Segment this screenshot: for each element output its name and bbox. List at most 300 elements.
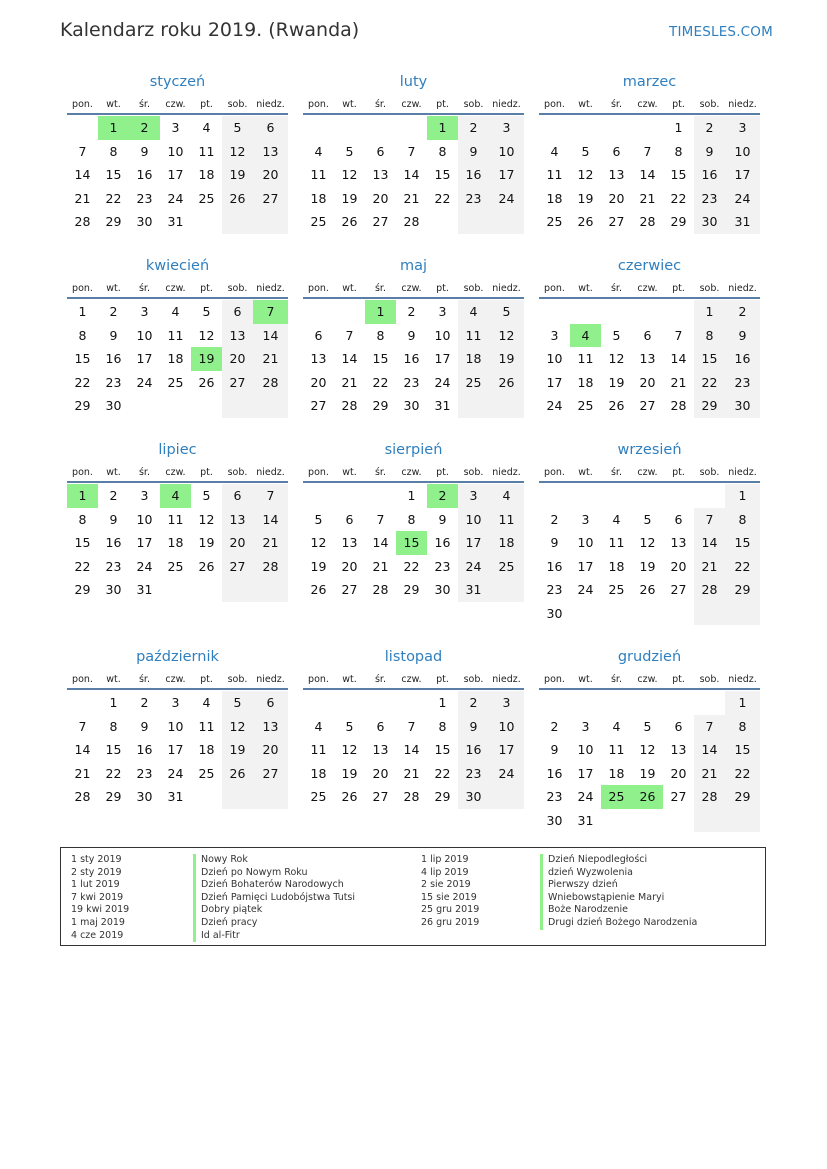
day-grid — [539, 484, 760, 625]
day-cell: 24 — [489, 187, 524, 211]
day-cell: 23 — [546, 789, 563, 804]
day-cell: 14 — [670, 351, 687, 366]
day-cell: 7 — [407, 718, 416, 734]
day-cell: 21 — [253, 347, 288, 371]
weekday-label: pt. — [436, 283, 449, 294]
empty-cell — [303, 116, 334, 140]
weekday-label: wt. — [578, 467, 593, 478]
weekday-label: pon. — [72, 283, 93, 294]
empty-cell — [303, 484, 334, 508]
empty-cell — [489, 210, 524, 234]
day-cell: 26 — [577, 214, 594, 229]
empty-cell — [222, 394, 253, 418]
day-cell: 30 — [694, 210, 725, 234]
month-2 — [303, 71, 524, 234]
day-cell: 22 — [725, 555, 760, 579]
day-cell: 15 — [694, 347, 725, 371]
day-cell: 7 — [694, 715, 725, 739]
empty-cell — [489, 394, 524, 418]
weekday-label: pon. — [308, 467, 329, 478]
day-cell: 21 — [403, 190, 420, 206]
weekday-label: sob. — [227, 674, 248, 685]
empty-cell — [601, 691, 632, 715]
day-cell: 27 — [253, 187, 288, 211]
day-cell: 20 — [608, 190, 625, 206]
day-grid — [67, 484, 288, 602]
day-cell: 15 — [105, 742, 122, 757]
month-title: marzec — [622, 74, 677, 90]
weekday-label: czw. — [401, 467, 422, 478]
day-cell: 24 — [167, 765, 184, 781]
day-cell: 18 — [608, 765, 625, 781]
day-cell: 14 — [372, 535, 389, 550]
day-cell: 4 — [458, 300, 489, 324]
day-cell: 9 — [694, 140, 725, 164]
empty-cell — [694, 484, 725, 508]
day-cell: 23 — [136, 765, 153, 781]
weekday-label: śr. — [138, 283, 150, 294]
day-cell: 28 — [639, 214, 656, 229]
day-cell: 21 — [74, 190, 91, 206]
empty-cell — [601, 484, 632, 508]
day-grid — [303, 300, 524, 418]
day-cell: 2 — [109, 304, 118, 319]
empty-cell — [129, 394, 160, 418]
empty-cell — [663, 484, 694, 508]
day-cell: 9 — [109, 511, 118, 527]
day-cell: 11 — [198, 143, 215, 159]
day-cell: 15 — [74, 351, 91, 366]
day-cell: 27 — [372, 214, 389, 229]
day-cell: 23 — [694, 187, 725, 211]
day-cell: 17 — [725, 163, 760, 187]
day-cell: 26 — [639, 582, 656, 597]
day-cell: 28 — [253, 555, 288, 579]
day-cell: 17 — [167, 742, 184, 757]
weekday-header — [67, 671, 288, 690]
day-cell: 25 — [198, 765, 215, 781]
day-cell: 10 — [167, 143, 184, 159]
day-cell: 21 — [372, 558, 389, 574]
empty-cell — [191, 210, 222, 234]
month-title: maj — [399, 258, 428, 274]
day-cell: 16 — [546, 765, 563, 781]
day-cell: 11 — [608, 742, 625, 757]
month-4 — [67, 255, 288, 418]
day-cell: 19 — [577, 190, 594, 206]
day-cell: 1 — [427, 116, 458, 140]
day-cell: 17 — [577, 558, 594, 574]
weekday-label: czw. — [637, 283, 658, 294]
empty-cell — [334, 484, 365, 508]
day-cell: 22 — [434, 765, 451, 781]
weekday-label: sob. — [227, 467, 248, 478]
day-cell: 3 — [725, 116, 760, 140]
day-cell: 1 — [365, 300, 396, 324]
day-cell: 2 — [109, 488, 118, 503]
day-cell: 20 — [670, 558, 687, 574]
empty-cell — [570, 116, 601, 140]
day-cell: 5 — [345, 143, 354, 159]
day-cell: 13 — [639, 351, 656, 366]
day-cell: 5 — [489, 300, 524, 324]
day-cell: 16 — [136, 742, 153, 757]
day-cell: 7 — [674, 327, 683, 343]
day-cell: 31 — [434, 398, 451, 413]
empty-cell — [725, 809, 760, 833]
day-cell: 11 — [198, 718, 215, 734]
weekday-label: wt. — [342, 674, 357, 685]
day-cell: 28 — [403, 214, 420, 229]
holiday-name: Dzień po Nowym Roku — [193, 867, 355, 880]
empty-cell — [539, 484, 570, 508]
day-cell: 1 — [674, 120, 683, 135]
day-cell: 30 — [458, 785, 489, 809]
weekday-label: niedz. — [728, 674, 757, 685]
holiday-name: Dzień Niepodległości — [540, 854, 697, 867]
day-cell: 8 — [376, 327, 385, 343]
day-cell: 6 — [674, 718, 683, 734]
day-grid — [67, 116, 288, 234]
day-cell: 14 — [403, 167, 420, 182]
day-cell: 22 — [74, 558, 91, 574]
day-cell: 8 — [407, 511, 416, 527]
weekday-label: pon. — [544, 283, 565, 294]
day-cell: 17 — [577, 765, 594, 781]
day-cell: 8 — [694, 324, 725, 348]
weekday-label: niedz. — [492, 99, 521, 110]
holiday-date: 7 kwi 2019 — [71, 891, 124, 903]
day-cell: 16 — [434, 535, 451, 550]
weekday-label: niedz. — [256, 674, 285, 685]
day-cell: 14 — [694, 531, 725, 555]
day-cell: 3 — [171, 120, 180, 135]
weekday-label: wt. — [578, 283, 593, 294]
weekday-header — [539, 96, 760, 115]
day-cell: 14 — [341, 351, 358, 366]
day-cell: 18 — [458, 347, 489, 371]
day-grid — [67, 691, 288, 809]
day-cell: 17 — [167, 167, 184, 182]
day-cell: 13 — [608, 167, 625, 182]
day-cell: 29 — [105, 214, 122, 229]
weekday-label: niedz. — [492, 283, 521, 294]
weekday-label: niedz. — [728, 467, 757, 478]
weekday-label: pt. — [200, 674, 213, 685]
day-cell: 17 — [136, 351, 153, 366]
day-cell: 5 — [643, 511, 652, 527]
holiday-names-right — [540, 854, 697, 930]
day-cell: 26 — [341, 789, 358, 804]
weekday-label: śr. — [138, 99, 150, 110]
day-cell: 12 — [310, 535, 327, 550]
day-cell: 19 — [489, 347, 524, 371]
day-cell: 26 — [198, 374, 215, 390]
day-cell: 6 — [253, 691, 288, 715]
holiday-date: 19 kwi 2019 — [71, 904, 130, 916]
day-grid — [539, 300, 760, 418]
day-cell: 22 — [694, 371, 725, 395]
day-cell: 23 — [403, 374, 420, 390]
month-8 — [303, 439, 524, 602]
day-cell: 18 — [198, 742, 215, 757]
day-cell: 13 — [310, 351, 327, 366]
weekday-label: pt. — [200, 283, 213, 294]
day-cell: 5 — [345, 718, 354, 734]
day-cell: 18 — [310, 190, 327, 206]
day-cell: 2 — [458, 691, 489, 715]
weekday-label: sob. — [699, 674, 720, 685]
day-cell: 19 — [222, 163, 253, 187]
day-cell: 6 — [674, 511, 683, 527]
day-cell: 7 — [78, 718, 87, 734]
day-cell: 1 — [407, 488, 416, 503]
day-cell: 18 — [608, 558, 625, 574]
day-cell: 19 — [198, 535, 215, 550]
day-cell: 22 — [105, 765, 122, 781]
empty-cell — [160, 394, 191, 418]
day-cell: 9 — [140, 143, 149, 159]
day-cell: 25 — [310, 214, 327, 229]
day-cell: 10 — [136, 327, 153, 343]
weekday-label: wt. — [578, 99, 593, 110]
empty-cell — [334, 116, 365, 140]
weekday-label: śr. — [138, 674, 150, 685]
weekday-label: pt. — [672, 283, 685, 294]
month-title: styczeń — [149, 74, 206, 90]
day-cell: 9 — [407, 327, 416, 343]
day-cell: 21 — [670, 374, 687, 390]
empty-cell — [303, 300, 334, 324]
weekday-header — [303, 280, 524, 299]
day-cell: 18 — [577, 374, 594, 390]
weekday-label: sob. — [699, 99, 720, 110]
day-cell: 14 — [74, 167, 91, 182]
month-title: kwiecień — [145, 258, 210, 274]
day-cell: 27 — [639, 398, 656, 413]
day-cell: 16 — [458, 738, 489, 762]
day-cell: 5 — [314, 511, 323, 527]
day-cell: 3 — [140, 304, 149, 319]
day-cell: 26 — [632, 785, 663, 809]
day-cell: 23 — [725, 371, 760, 395]
day-cell: 19 — [310, 558, 327, 574]
day-cell: 26 — [198, 558, 215, 574]
day-cell: 11 — [458, 324, 489, 348]
day-cell: 7 — [345, 327, 354, 343]
day-cell: 26 — [222, 187, 253, 211]
day-cell: 4 — [314, 143, 323, 159]
day-cell: 4 — [314, 718, 323, 734]
site-link[interactable]: TIMESLES.COM — [669, 24, 773, 40]
day-cell: 11 — [577, 351, 594, 366]
day-cell: 3 — [550, 327, 559, 343]
day-cell: 31 — [458, 578, 489, 602]
empty-cell — [365, 691, 396, 715]
day-cell: 5 — [581, 143, 590, 159]
day-cell: 2 — [129, 116, 160, 140]
day-cell: 26 — [341, 214, 358, 229]
day-cell: 15 — [725, 531, 760, 555]
day-cell: 29 — [725, 785, 760, 809]
holiday-date: 26 gru 2019 — [421, 916, 480, 928]
empty-cell — [396, 116, 427, 140]
day-cell: 25 — [310, 789, 327, 804]
day-cell: 19 — [222, 738, 253, 762]
day-cell: 22 — [403, 558, 420, 574]
day-cell: 5 — [222, 116, 253, 140]
empty-cell — [694, 602, 725, 626]
day-cell: 15 — [105, 167, 122, 182]
day-cell: 12 — [489, 324, 524, 348]
day-cell: 20 — [222, 531, 253, 555]
holiday-date: 25 gru 2019 — [421, 904, 480, 916]
empty-cell — [570, 484, 601, 508]
day-cell: 15 — [434, 167, 451, 182]
weekday-label: pt. — [672, 674, 685, 685]
day-cell: 27 — [608, 214, 625, 229]
day-cell: 4 — [550, 143, 559, 159]
weekday-label: czw. — [165, 674, 186, 685]
weekday-label: niedz. — [256, 467, 285, 478]
day-cell: 13 — [372, 167, 389, 182]
empty-cell — [303, 691, 334, 715]
day-cell: 17 — [136, 535, 153, 550]
month-title: sierpień — [384, 442, 443, 458]
day-cell: 26 — [222, 762, 253, 786]
empty-cell — [67, 116, 98, 140]
day-cell: 24 — [577, 582, 594, 597]
day-cell: 18 — [489, 531, 524, 555]
day-cell: 1 — [438, 695, 447, 710]
day-cell: 29 — [694, 394, 725, 418]
month-title: lipiec — [158, 442, 197, 458]
day-cell: 4 — [202, 120, 211, 135]
empty-cell — [222, 785, 253, 809]
day-cell: 27 — [670, 582, 687, 597]
day-cell: 16 — [725, 347, 760, 371]
day-cell: 30 — [136, 789, 153, 804]
day-cell: 27 — [222, 555, 253, 579]
day-cell: 7 — [376, 511, 385, 527]
day-cell: 30 — [105, 582, 122, 597]
empty-cell — [570, 691, 601, 715]
day-cell: 19 — [191, 347, 222, 371]
empty-cell — [632, 809, 663, 833]
empty-cell — [663, 809, 694, 833]
empty-cell — [458, 394, 489, 418]
empty-cell — [365, 116, 396, 140]
weekday-label: wt. — [106, 467, 121, 478]
empty-cell — [601, 300, 632, 324]
day-cell: 13 — [253, 715, 288, 739]
day-cell: 28 — [74, 214, 91, 229]
weekday-label: śr. — [610, 99, 622, 110]
day-cell: 6 — [222, 300, 253, 324]
day-cell: 16 — [105, 351, 122, 366]
day-cell: 30 — [434, 582, 451, 597]
day-cell: 25 — [458, 371, 489, 395]
day-cell: 14 — [694, 738, 725, 762]
day-cell: 23 — [136, 190, 153, 206]
day-cell: 21 — [694, 555, 725, 579]
weekday-label: pon. — [544, 99, 565, 110]
day-cell: 20 — [372, 765, 389, 781]
empty-cell — [365, 484, 396, 508]
day-cell: 9 — [458, 140, 489, 164]
day-cell: 9 — [458, 715, 489, 739]
day-cell: 29 — [725, 578, 760, 602]
weekday-label: pt. — [200, 467, 213, 478]
weekday-header — [67, 96, 288, 115]
day-cell: 30 — [403, 398, 420, 413]
day-cell: 1 — [78, 304, 87, 319]
holiday-name: Boże Narodzenie — [540, 904, 697, 917]
holiday-list — [60, 847, 766, 946]
weekday-label: niedz. — [492, 674, 521, 685]
weekday-label: śr. — [374, 467, 386, 478]
day-cell: 20 — [670, 765, 687, 781]
day-cell: 13 — [253, 140, 288, 164]
weekday-label: śr. — [610, 467, 622, 478]
day-cell: 20 — [341, 558, 358, 574]
day-cell: 9 — [140, 718, 149, 734]
day-cell: 11 — [546, 167, 563, 182]
day-grid — [539, 116, 760, 234]
day-cell: 24 — [434, 374, 451, 390]
day-cell: 27 — [222, 371, 253, 395]
weekday-label: sob. — [699, 283, 720, 294]
weekday-label: czw. — [165, 467, 186, 478]
weekday-label: pt. — [672, 99, 685, 110]
empty-cell — [191, 578, 222, 602]
day-cell: 19 — [341, 190, 358, 206]
day-cell: 11 — [310, 167, 327, 182]
day-cell: 8 — [109, 718, 118, 734]
holiday-date: 1 maj 2019 — [71, 916, 125, 928]
day-cell: 28 — [694, 785, 725, 809]
holiday-name: Dzień Pamięci Ludobójstwa Tutsi — [193, 892, 355, 905]
weekday-label: śr. — [610, 674, 622, 685]
day-cell: 28 — [372, 582, 389, 597]
day-cell: 23 — [546, 582, 563, 597]
weekday-label: sob. — [227, 283, 248, 294]
day-cell: 15 — [396, 531, 427, 555]
weekday-label: pon. — [308, 674, 329, 685]
day-cell: 1 — [98, 116, 129, 140]
day-cell: 27 — [670, 789, 687, 804]
day-cell: 22 — [725, 762, 760, 786]
weekday-label: pt. — [200, 99, 213, 110]
weekday-label: sob. — [463, 283, 484, 294]
day-cell: 25 — [608, 582, 625, 597]
day-cell: 11 — [310, 742, 327, 757]
day-cell: 23 — [105, 558, 122, 574]
day-cell: 4 — [489, 484, 524, 508]
empty-cell — [160, 578, 191, 602]
day-cell: 21 — [74, 765, 91, 781]
weekday-header — [539, 464, 760, 483]
weekday-label: pt. — [436, 674, 449, 685]
day-cell: 7 — [407, 143, 416, 159]
day-cell: 11 — [489, 508, 524, 532]
day-cell: 24 — [167, 190, 184, 206]
holiday-name: Wniebowstąpienie Maryi — [540, 892, 697, 905]
day-cell: 3 — [581, 718, 590, 734]
day-cell: 21 — [694, 762, 725, 786]
day-cell: 7 — [253, 484, 288, 508]
weekday-label: sob. — [463, 99, 484, 110]
